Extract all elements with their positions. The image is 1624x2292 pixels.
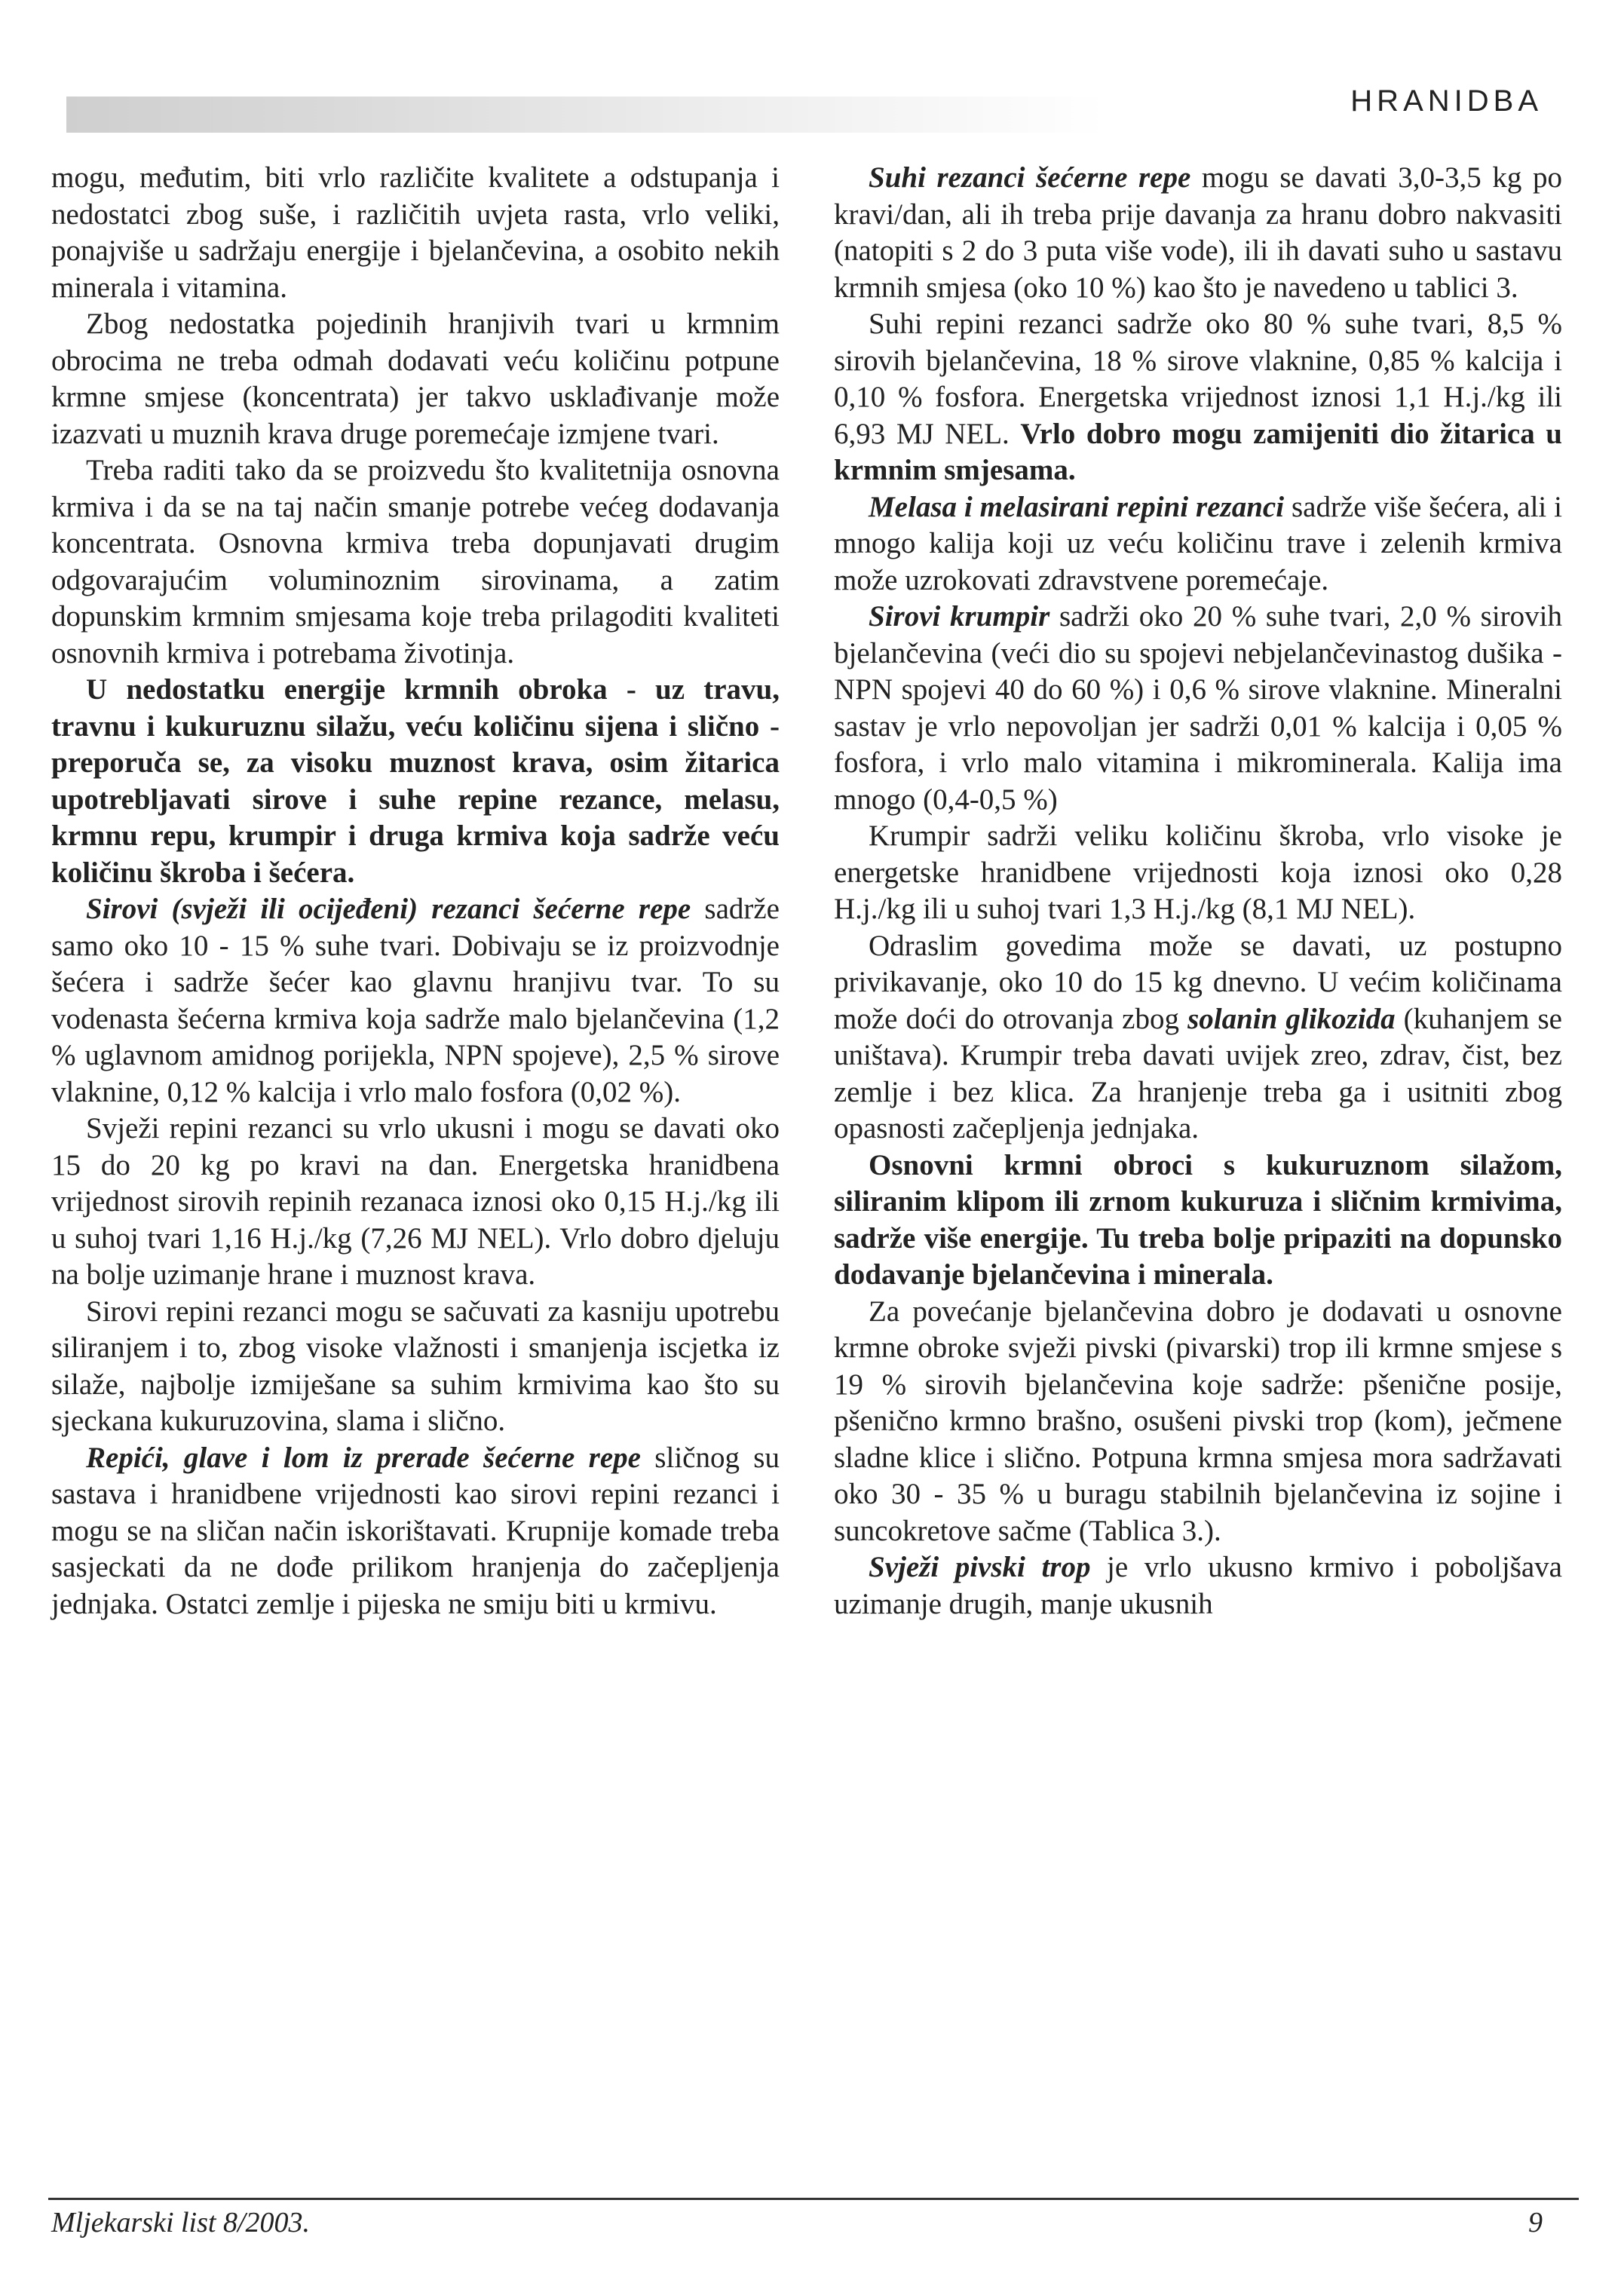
paragraph: Zbog nedostatka pojedinih hranjivih tvari u krmnim obrocima ne treba odmah dodavati veću količinu potpune krmne smjese (koncentrata) jer takvo usklađivanje može izazvati u muznih krava druge poremećaje izmjene tvari. [51, 308, 780, 450]
paragraph-text: (kuhanjem se uništava). Krumpir treba davati uvijek zreo, zdrav, čist, bez zemlje i bez klica. Za hranjenje treba ga i usitniti zbog opasnosti začepljenja jednjaka. [834, 1002, 1562, 1144]
term-heading: Sirovi (svježi ili ocijeđeni) rezanci šećerne repe [86, 893, 691, 925]
footer-journal-title: Mljekarski list 8/2003. [51, 2207, 311, 2238]
paragraph [834, 928, 1562, 1148]
paragraph [51, 1440, 780, 1623]
paragraph-text: Odraslim govedima može se davati, uz postupno privikavanje, oko 10 do 15 kg dnevno. U većim količinama može doći do otrovanja zbog [834, 929, 1562, 1035]
paragraph: Treba raditi tako da se proizvedu što kvalitetnija osnovna krmiva i da se na taj način smanje potrebe većeg dodavanja koncentrata. Osnovna krmiva treba dopunjavati drugim odgovarajućim voluminoznim sirovinama, a zatim dopunskim krmnim smjesama koje treba prilagoditi kvaliteti osnovnih krmiva i potrebama životinja. [51, 454, 780, 670]
paragraph-text: mogu se davati 3,0-3,5 kg po kravi/dan, ali ih treba prije davanja za hranu dobro nakvasiti (natopiti s 2 do 3 puta više vode), ili ih davati suho u sastavu krmnih smjesa (oko 10 %) kao što je navedeno u tablici 3. [834, 161, 1562, 304]
term-heading: Melasa i melasirani repini rezanci [869, 490, 1285, 523]
running-head: HRANIDBA [1350, 84, 1543, 118]
header-decorative-band [66, 97, 1107, 133]
paragraph-text: je vrlo ukusno krmivo i poboljšava uzimanje drugih, manje ukusnih [834, 1551, 1562, 1620]
left-column [51, 160, 780, 1622]
right-column [834, 160, 1562, 1622]
paragraph [834, 489, 1562, 599]
paragraph-text: sadrže samo oko 10 - 15 % suhe tvari. Dobivaju se iz proizvodnje šećera i sadrže šećer kao glavnu hranjivu tvar. To su vodenasta šećerna krmiva koja sadrže malo bjelančevina (1,2 % uglavnom amidnog porijekla, NPN spojeve), 2,5 % sirove vlaknine, 0,12 % kalcija i vrlo malo fosfora (0,02 %). [51, 893, 780, 1108]
term-heading: Svježi pivski trop [869, 1551, 1091, 1583]
term-heading: Suhi rezanci šećerne repe [869, 161, 1191, 194]
term-heading: Sirovi krumpir [869, 600, 1050, 633]
paragraph [51, 891, 780, 1111]
paragraph-text: sličnog su sastava i hranidbene vrijednosti kao sirovi repini rezanci i mogu se na sličan način iskorištavati. Krupnije komade treba sasjeckati da ne dođe prilikom hranjenja do začepljenja jednjaka. Ostatci zemlje i pijeska ne smiju biti u krmivu. [51, 1441, 780, 1620]
paragraph [834, 160, 1562, 306]
paragraph-text: Suhi repini rezanci sadrže oko 80 % suhe tvari, 8,5 % sirovih bjelančevina, 18 % sirove vlaknine, 0,85 % kalcija i 0,10 % fosfora. Energetska vrijednost iznosi 1,1 H.j./kg ili 6,93 MJ NEL. [834, 308, 1562, 450]
emphasis-text: Vrlo dobro mogu zamijeniti dio žitarica u krmnim smjesama. [834, 417, 1562, 486]
footer-divider [48, 2198, 1579, 2200]
paragraph: Za povećanje bjelančevina dobro je dodavati u osnovne krmne obroke svježi pivski (pivarski) trop ili krmne smjese s 19 % sirovih bjelančevina koje sadrže: pšenične posije, pšenično krmno brašno, osušeni pivski trop (kom), ječmene sladne klice i slično. Potpuna krmna smjesa mora sadržavati oko 30 - 35 % u buragu stabilnih bjelančevina iz sojine i suncokretove sačme (Tablica 3.). [834, 1295, 1562, 1547]
page-number: 9 [1528, 2207, 1543, 2238]
paragraph: Svježi repini rezanci su vrlo ukusni i mogu se davati oko 15 do 20 kg po kravi na dan. Energetska hranidbena vrijednost sirovih repinih rezanaca iznosi oko 0,15 H.j./kg ili u suhoj tvari 1,16 H.j./kg (7,26 MJ NEL). Vrlo dobro djeluju na bolje uzimanje hrane i muznost krava. [51, 1112, 780, 1291]
paragraph: Krumpir sadrži veliku količinu škroba, vrlo visoke je energetske hranidbene vrijednosti koja iznosi oko 0,28 H.j./kg ili u suhoj tvari 1,3 H.j./kg (8,1 MJ NEL). [834, 820, 1562, 925]
paragraph [834, 1549, 1562, 1622]
paragraph [834, 306, 1562, 489]
paragraph: mogu, međutim, biti vrlo različite kvalitete a odstupanja i nedostatci zbog suše, i različitih uvjeta rasta, vrlo veliki, ponajviše u sadržaju energije i bjelančevina, a osobito nekih minerala i vitamina. [51, 161, 780, 304]
paragraph-text: sadrži oko 20 % suhe tvari, 2,0 % sirovih bjelančevina (veći dio su spojevi nebjelančevinastog dušika - NPN spojevi 40 do 60 %) i 0,6 % sirove vlaknine. Mineralni sastav je vrlo nepovoljan jer sadrži 0,01 % kalcija i 0,05 % fosfora, i vrlo malo vitamina i mikrominerala. Kalija ima mnogo (0,4-0,5 %) [834, 600, 1562, 816]
paragraph [834, 599, 1562, 818]
term-inline: solanin glikozida [1187, 1002, 1396, 1035]
term-heading: Repići, glave i lom iz prerade šećerne repe [86, 1441, 641, 1474]
paragraph-text: sadrže više šećera, ali i mnogo kalija koji uz veću količinu trave i zelenih krmiva može uzrokovati zdravstvene poremećaje. [834, 490, 1563, 596]
emphasis-paragraph: Osnovni krmni obroci s kukuruznom silažom, siliranim klipom ili zrnom kukuruza i sličnim krmivima, sadrže više energije. Tu treba bolje pripaziti na dopunsko dodavanje bjelančevina i minerala. [834, 1148, 1562, 1291]
emphasis-paragraph: U nedostatku energije krmnih obroka - uz travu, travnu i kukuruznu silažu, veću količinu sijena i slično - preporuča se, za visoku muznost krava, osim žitarica upotrebljavati sirove i suhe repine rezance, melasu, krmnu repu, krumpir i druga krmiva koja sadrže veću količinu škroba i šećera. [51, 673, 780, 889]
paragraph: Sirovi repini rezanci mogu se sačuvati za kasniju upotrebu siliranjem i to, zbog visoke vlažnosti i smanjenja iscjetka iz silaže, najbolje izmiješane sa suhim krmivima kao što su sjeckana kukuruzovina, slama i slično. [51, 1295, 780, 1437]
